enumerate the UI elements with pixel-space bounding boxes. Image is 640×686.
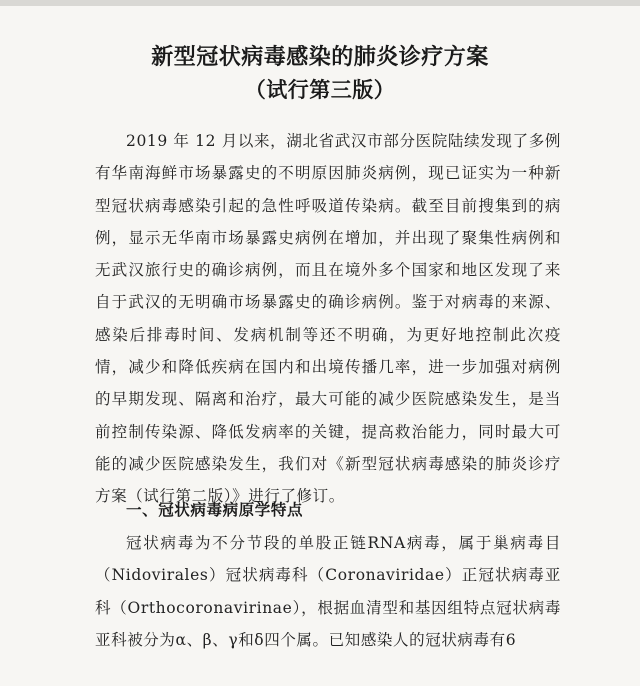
document-title: 新型冠状病毒感染的肺炎诊疗方案	[151, 45, 489, 70]
document-subtitle: （试行第三版）	[244, 78, 396, 102]
section-paragraph: 冠状病毒为不分节段的单股正链RNA病毒，属于巢病毒目（Nidovirales）冠状病毒科（Coronaviridae）正冠状病毒亚科（Orthocoronavirinae），根据血清型和基因组特点冠状病毒亚科被分为α、β、γ和δ四个属。已知感染人的冠状病毒有6	[95, 534, 561, 649]
section-heading: 一、冠状病毒病原学特点	[126, 501, 304, 519]
intro-paragraph: 2019 年 12 月以来，湖北省武汉市部分医院陆续发现了多例有华南海鲜市场暴露史的不明原因肺炎病例，现已证实为一种新型冠状病毒感染引起的急性呼吸道传染病。截至目前搜集到的病例，显示无华南市场暴露史病例在增加，并出现了聚集性病例和无武汉旅行史的确诊病例，而且在境外多个国家和地区发现了来自于武汉的无明确市场暴露史的确诊病例。鉴于对病毒的来源、感染后排毒时间、发病机制等还不明确，为更好地控制此次疫情，减少和降低疾病在国内和出境传播几率，进一步加强对病例的早期发现、隔离和治疗，最大可能的减少医院感染发生，是当前控制传染源、降低发病率的关键，提高救治能力，同时最大可能的减少医院感染发生，我们对《新型冠状病毒感染的肺炎诊疗方案（试行第二版）》进行了修订。	[95, 132, 561, 506]
page-top-edge	[0, 0, 640, 6]
